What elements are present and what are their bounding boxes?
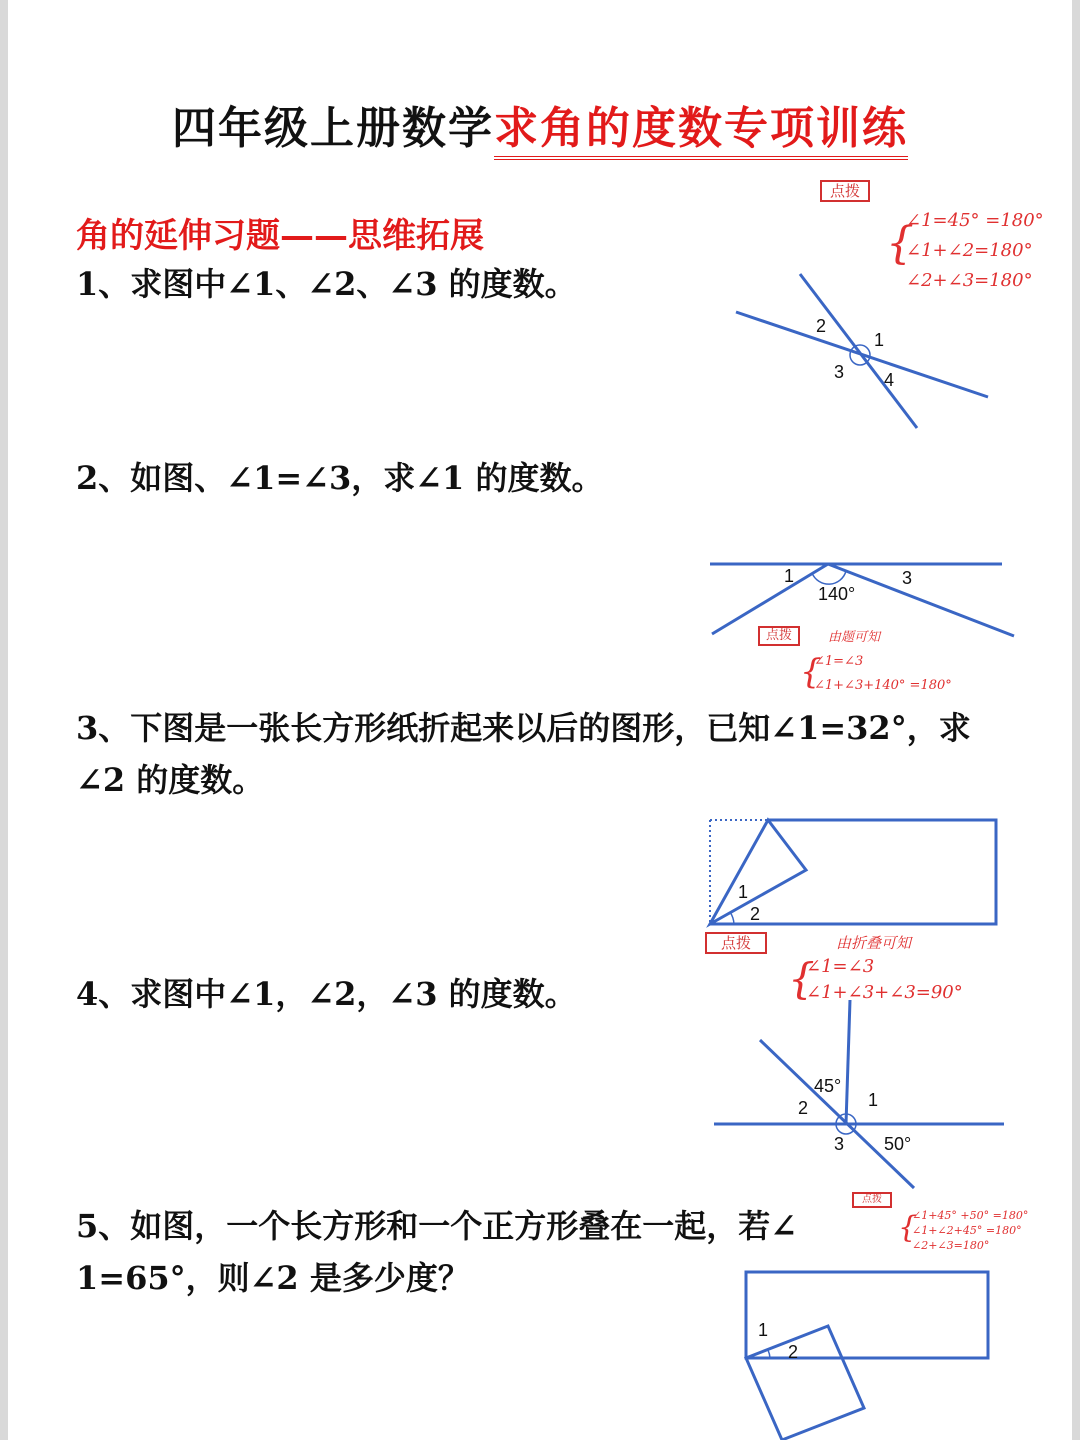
hint-5-line-3: ∠2+∠3=180°: [912, 1239, 990, 1252]
figure-3: [700, 812, 1010, 932]
hint-5-line-2: ∠1+∠2+45° =180°: [912, 1224, 1022, 1237]
fig1-label-1: 1: [874, 330, 885, 350]
hint-2-line-1: ∠1=∠3: [814, 654, 864, 669]
fig5-square: [746, 1326, 864, 1440]
fig2-label-1: 1: [784, 566, 795, 586]
fig1-label-3: 3: [834, 362, 845, 382]
fig2-label-3: 3: [902, 568, 913, 588]
hint-label-1: 点拨: [820, 180, 870, 202]
page-title: [0, 92, 1080, 156]
fig4-label-45: 45°: [814, 1076, 842, 1096]
fig4-vertical-line: [846, 1000, 850, 1124]
hint-2-title: 由题可知: [828, 630, 881, 645]
fig3-label-1: 1: [738, 882, 749, 902]
hint-label-5: 点拨: [852, 1192, 892, 1208]
figure-4: [700, 996, 1020, 1196]
fig3-angle-arc: [730, 912, 734, 924]
hint-3-line-1: ∠1=∠3: [806, 956, 875, 977]
fig2-left-line: [712, 564, 828, 634]
hint-2-notes: [814, 650, 952, 698]
question-2: 2、如图、∠1=∠3，求∠1 的度数。: [76, 459, 604, 497]
hint-5-line-1: ∠1+45° +50° =180°: [912, 1209, 1029, 1222]
hint-label-2: 点拨: [758, 626, 800, 646]
figure-5: [736, 1266, 1006, 1440]
brace-2: {: [800, 652, 822, 692]
hint-2-line-2: ∠1+∠3+140° =180°: [814, 678, 952, 693]
fig3-label-2: 2: [750, 904, 761, 924]
fig1-line-b: [800, 274, 917, 428]
figure-1: [700, 260, 1020, 440]
fig4-label-1: 1: [868, 1090, 879, 1110]
brace-1: {: [886, 218, 914, 269]
hint-1-line-2: ∠1+∠2=180°: [906, 240, 1033, 261]
fig1-label-4: 4: [884, 370, 895, 390]
title-red: 求角的度数专项训练: [494, 103, 908, 160]
hint-label-3: 点拨: [705, 932, 767, 954]
fig4-label-3: 3: [834, 1134, 845, 1154]
fig2-label-140: 140°: [818, 584, 856, 604]
fig1-label-2: 2: [816, 316, 827, 336]
brace-5: {: [898, 1210, 918, 1245]
hint-1-line-3: ∠2+∠3=180°: [906, 270, 1033, 291]
question-5-line-2: 1=65°，则∠2 是多少度？: [76, 1259, 470, 1297]
fig4-label-50: 50°: [884, 1134, 912, 1154]
fig2-angle-arc: [812, 571, 846, 584]
fig4-diagonal-line: [760, 1040, 914, 1188]
question-1: 1、求图中∠1、∠2、∠3 的度数。: [76, 265, 577, 303]
fig5-label-2: 2: [788, 1342, 799, 1362]
hint-3-line-2: ∠1+∠3+∠3=90°: [806, 982, 963, 1003]
hint-1-line-1: ∠1=45° =180°: [906, 210, 1044, 231]
fig4-label-2: 2: [798, 1098, 809, 1118]
hint-5-notes: [912, 1208, 1028, 1253]
question-4: 4、求图中∠1，∠2，∠3 的度数。: [76, 975, 577, 1013]
question-5-line-1: 5、如图，一个长方形和一个正方形叠在一起，若∠: [76, 1207, 798, 1245]
question-3-line-1: 3、下图是一张长方形纸折起来以后的图形，已知∠1=32°，求: [76, 709, 971, 747]
section-heading: 角的延伸习题——思维拓展: [76, 216, 484, 256]
brace-3: {: [788, 954, 815, 1003]
question-3-line-2: ∠2 的度数。: [76, 761, 265, 799]
hint-3-title: 由折叠可知: [836, 934, 912, 952]
title-black: 四年级上册数学: [172, 103, 494, 154]
fig5-label-1: 1: [758, 1320, 769, 1340]
